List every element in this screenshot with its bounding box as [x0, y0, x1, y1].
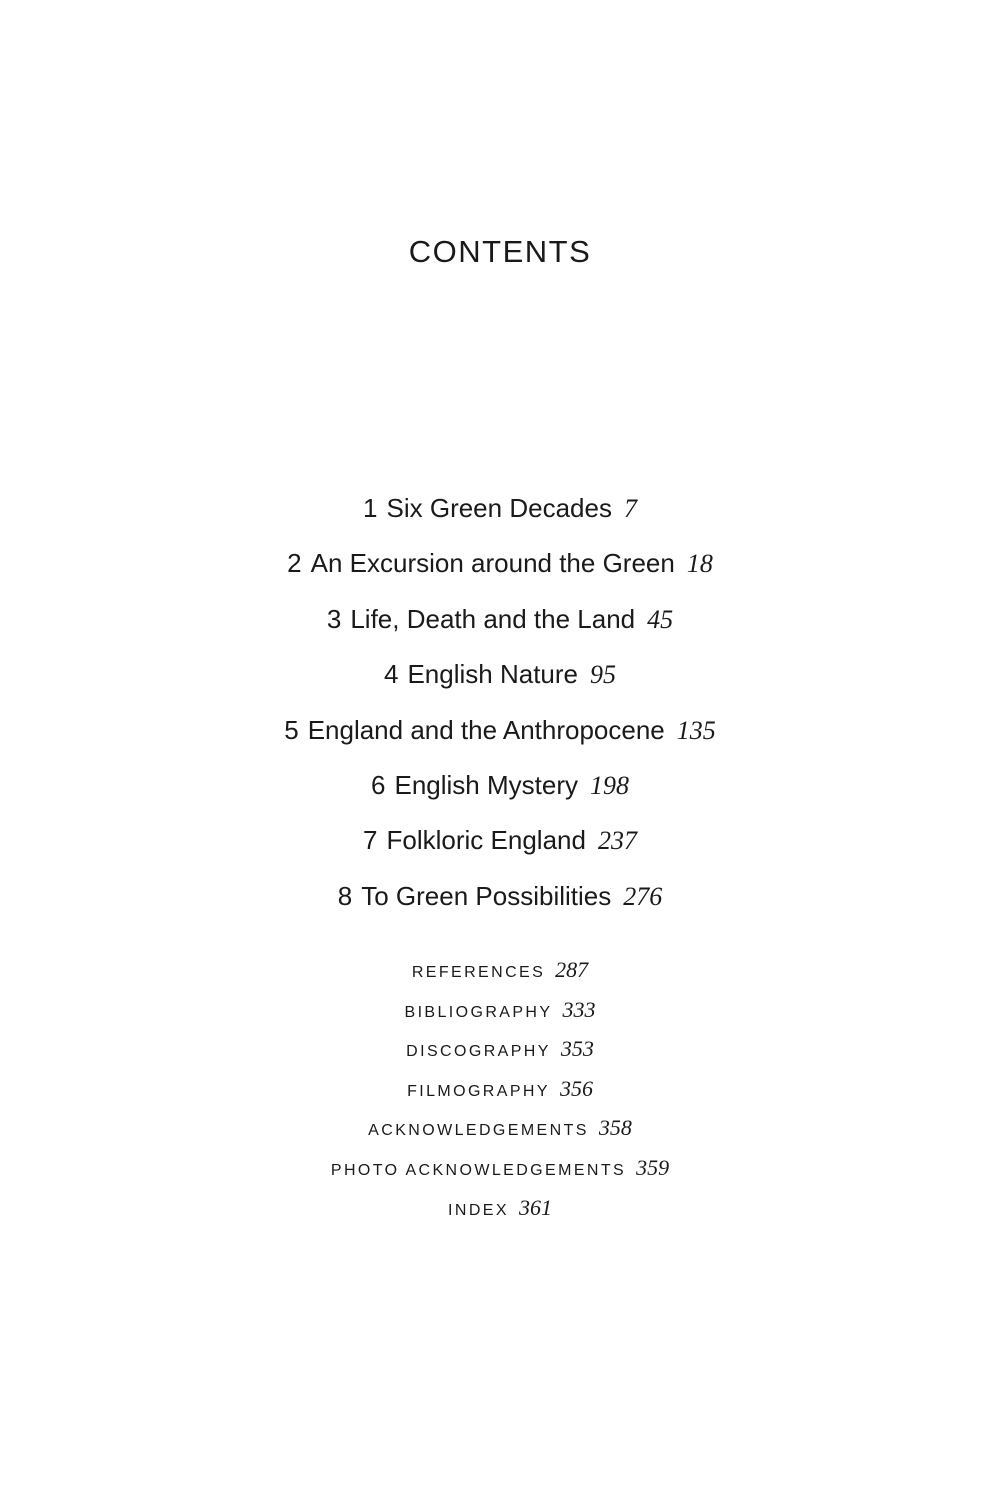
backmatter-entry[interactable] — [0, 1033, 1000, 1073]
chapter-page: 135 — [676, 715, 716, 745]
chapter-number: 6 — [371, 769, 386, 800]
chapter-title: Folkloric England — [386, 825, 586, 856]
chapter-entry[interactable] — [0, 652, 1000, 707]
chapter-page: 276 — [623, 881, 663, 911]
chapter-entry[interactable] — [0, 818, 1000, 873]
backmatter-list — [0, 954, 1000, 1231]
chapter-entry[interactable] — [0, 597, 1000, 652]
backmatter-title: DISCOGRAPHY — [406, 1043, 551, 1061]
backmatter-page: 356 — [559, 1075, 593, 1101]
backmatter-page: 359 — [636, 1154, 670, 1180]
backmatter-page: 333 — [562, 996, 596, 1022]
chapter-page: 237 — [597, 826, 637, 856]
chapter-number: 2 — [287, 548, 302, 579]
chapter-title: England and the Anthropocene — [307, 714, 665, 745]
chapter-list — [0, 486, 1000, 929]
chapter-number: 4 — [383, 659, 399, 690]
chapter-number: 5 — [284, 714, 299, 745]
chapter-entry[interactable] — [0, 541, 1000, 596]
backmatter-title: REFERENCES — [411, 964, 546, 981]
backmatter-entry[interactable] — [0, 1192, 1000, 1232]
backmatter-entry[interactable] — [0, 954, 1000, 994]
backmatter-title: FILMOGRAPHY — [407, 1082, 550, 1100]
backmatter-title: PHOTO ACKNOWLEDGEMENTS — [330, 1161, 627, 1179]
backmatter-page: 287 — [555, 957, 589, 982]
backmatter-entry[interactable] — [0, 1152, 1000, 1192]
chapter-title: An Excursion around the Green — [310, 548, 675, 579]
chapter-number: 1 — [363, 493, 378, 523]
chapter-entry[interactable] — [0, 763, 1000, 818]
chapter-number: 8 — [337, 880, 353, 911]
chapter-title: Six Green Decades — [386, 493, 612, 523]
backmatter-page: 361 — [518, 1194, 552, 1220]
chapter-number: 3 — [326, 603, 342, 634]
backmatter-page: 353 — [560, 1036, 594, 1062]
chapter-page: 45 — [647, 604, 674, 634]
chapter-title: English Mystery — [394, 769, 578, 800]
backmatter-title: BIBLIOGRAPHY — [404, 1003, 553, 1021]
backmatter-entry[interactable] — [0, 1112, 1000, 1152]
chapter-title: English Nature — [407, 659, 578, 690]
chapter-title: Life, Death and the Land — [350, 603, 636, 634]
page-title: CONTENTS — [408, 234, 592, 269]
backmatter-page: 358 — [598, 1115, 632, 1141]
chapter-page: 18 — [686, 549, 713, 579]
backmatter-title: ACKNOWLEDGEMENTS — [368, 1122, 589, 1140]
chapter-number: 7 — [363, 825, 378, 856]
chapter-page: 198 — [589, 770, 629, 800]
chapter-entry[interactable] — [0, 486, 1000, 541]
backmatter-title: INDEX — [448, 1201, 509, 1219]
backmatter-entry[interactable] — [0, 994, 1000, 1034]
chapter-entry[interactable] — [0, 708, 1000, 763]
backmatter-entry[interactable] — [0, 1073, 1000, 1113]
chapter-title: To Green Possibilities — [361, 880, 612, 911]
chapter-entry[interactable] — [0, 874, 1000, 929]
chapter-page: 95 — [590, 660, 616, 690]
chapter-page: 7 — [623, 494, 637, 523]
